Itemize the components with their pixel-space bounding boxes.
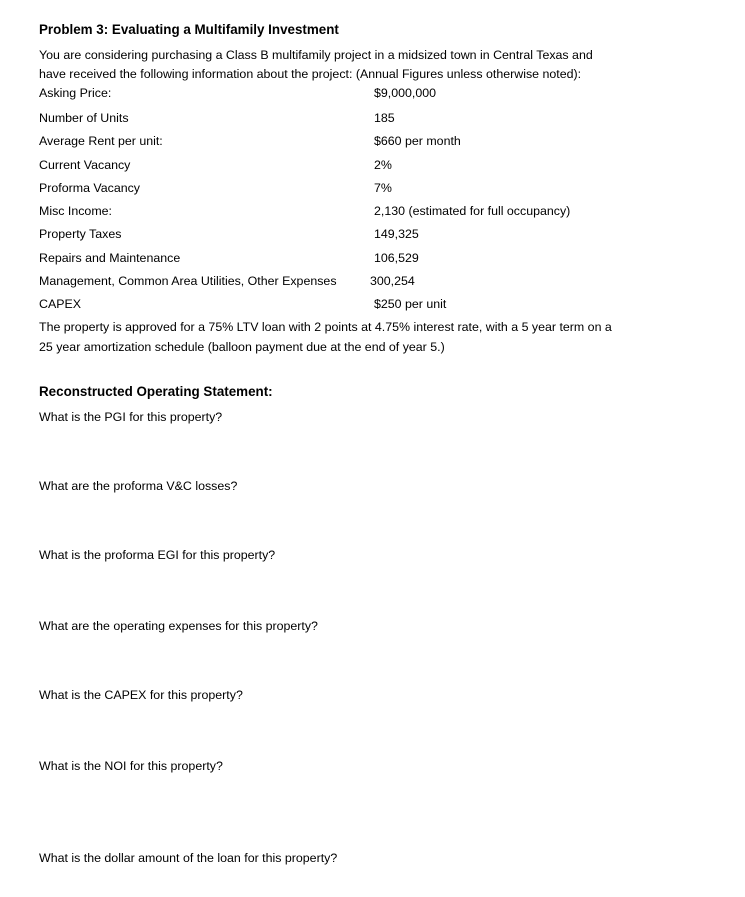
question-capex: What is the CAPEX for this property? <box>39 688 243 702</box>
fact-label: Asking Price: <box>39 86 112 100</box>
fact-label: CAPEX <box>39 297 82 311</box>
fact-label: Average Rent per unit: <box>39 134 163 148</box>
problem-title: Problem 3: Evaluating a Multifamily Investment <box>39 22 339 37</box>
fact-value: 2,130 (estimated for full occupancy) <box>374 204 571 218</box>
question-noi: What is the NOI for this property? <box>39 759 223 773</box>
fact-value: 7% <box>374 181 392 195</box>
loan-note <box>39 318 719 357</box>
fact-label: Repairs and Maintenance <box>39 251 181 265</box>
fact-value: 149,325 <box>374 227 419 241</box>
question-loan-amount: What is the dollar amount of the loan for this property? <box>39 851 338 865</box>
fact-value: $250 per unit <box>374 297 447 311</box>
fact-label: Property Taxes <box>39 227 122 241</box>
problem-intro <box>39 46 719 84</box>
question-egi: What is the proforma EGI for this property? <box>39 548 276 562</box>
loan-note-line: 25 year amortization schedule (balloon payment due at the end of year 5.) <box>39 339 445 354</box>
fact-label: Number of Units <box>39 111 129 125</box>
statement-heading: Reconstructed Operating Statement: <box>39 384 273 399</box>
fact-value: $660 per month <box>374 134 461 148</box>
question-pgi: What is the PGI for this property? <box>39 410 223 424</box>
fact-value: 300,254 <box>370 274 415 288</box>
fact-label: Misc Income: <box>39 204 112 218</box>
fact-value: 185 <box>374 111 395 125</box>
fact-value: 2% <box>374 158 392 172</box>
question-vc-losses: What are the proforma V&C losses? <box>39 479 238 493</box>
fact-value: 106,529 <box>374 251 419 265</box>
intro-line: You are considering purchasing a Class B multifamily project in a midsized town in Central Texas and <box>39 48 593 62</box>
fact-label: Proforma Vacancy <box>39 181 140 195</box>
question-operating-expenses: What are the operating expenses for this property? <box>39 619 318 633</box>
loan-note-line: The property is approved for a 75% LTV loan with 2 points at 4.75% interest rate, with a 5 year term on a <box>39 320 612 334</box>
fact-label: Management, Common Area Utilities, Other Expenses <box>39 274 337 288</box>
fact-label: Current Vacancy <box>39 158 131 172</box>
intro-line: have received the following information about the project: (Annual Figures unless otherwise noted): <box>39 67 582 81</box>
fact-value: $9,000,000 <box>374 86 437 100</box>
